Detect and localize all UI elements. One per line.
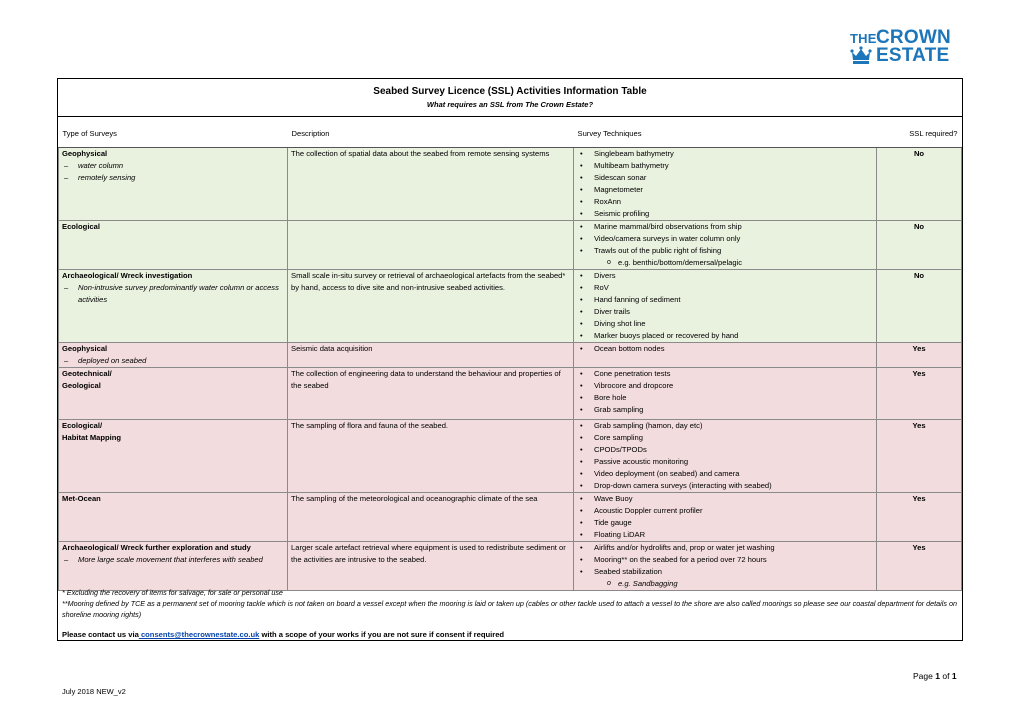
survey-type-title: Ecological/ <box>62 421 103 430</box>
ssl-required-cell: Yes <box>877 343 962 368</box>
technique-item: • Sidescan sonar <box>577 172 873 184</box>
header-type: Type of Surveys <box>59 121 288 148</box>
techniques-list <box>577 270 873 342</box>
technique-item: • Grab sampling (hamon, day etc) <box>577 420 873 432</box>
techniques-cell <box>574 270 877 343</box>
survey-subtype: – More large scale movement that interferes with seabed <box>62 554 284 566</box>
technique-item: • Bore hole <box>577 392 873 404</box>
survey-type-title: Geophysical <box>62 344 108 353</box>
survey-type-cell <box>59 343 288 368</box>
technique-item: • CPODs/TPODs <box>577 444 873 456</box>
technique-item: • Video/camera surveys in water column only <box>577 233 873 245</box>
techniques-list <box>577 343 873 355</box>
survey-type-cell <box>59 270 288 343</box>
survey-type-cell <box>59 368 288 420</box>
survey-type-cell <box>59 542 288 591</box>
page-total: 1 <box>951 671 957 681</box>
survey-type-cell <box>59 148 288 221</box>
ssl-required-cell: No <box>877 221 962 270</box>
survey-type-title: Archaeological/ Wreck investigation <box>62 271 193 280</box>
ssl-required-cell: No <box>877 148 962 221</box>
contact-suffix: with a scope of your works if you are not sure if consent if required <box>259 630 505 639</box>
survey-type-title: Met-Ocean <box>62 494 101 503</box>
logo-estate-text: ESTATE <box>876 45 950 66</box>
technique-item: • Ocean bottom nodes <box>577 343 873 355</box>
page-of: of <box>942 671 950 681</box>
techniques-cell <box>574 343 877 368</box>
footnotes <box>62 587 957 620</box>
table-row <box>59 343 962 368</box>
technique-item: • Singlebeam bathymetry <box>577 148 873 160</box>
footnote-1: * Excluding the recovery of items for salvage, for sale or personal use <box>62 588 283 597</box>
table-row <box>59 542 962 591</box>
activities-table <box>58 121 962 591</box>
technique-item: • Passive acoustic monitoring <box>577 456 873 468</box>
technique-example: o e.g. Sandbagging <box>577 578 873 590</box>
table-body <box>59 148 962 591</box>
ssl-required-cell: Yes <box>877 542 962 591</box>
table-title: Seabed Survey Licence (SSL) Activities Information Table <box>373 86 647 97</box>
technique-item: • Drop-down camera surveys (interacting with seabed) <box>577 480 873 492</box>
technique-item: • Seabed stabilization <box>577 566 873 578</box>
survey-type-cell <box>59 493 288 542</box>
page-number <box>913 671 957 681</box>
logo-crown-text: CROWN <box>876 27 951 48</box>
title-divider <box>58 116 962 117</box>
contact-line <box>62 630 504 639</box>
table-header-row <box>59 121 962 148</box>
header-ssl-required: SSL required? <box>877 121 962 148</box>
description-cell: Small scale in-situ survey or retrieval of archaeological artefacts from the seabed* by hand, access to dive site and non-intrusive seabed activities. <box>288 270 574 343</box>
description-cell: The collection of spatial data about the seabed from remote sensing systems <box>288 148 574 221</box>
table-row <box>59 493 962 542</box>
survey-subtype: – Non-intrusive survey predominantly water column or access activities <box>62 282 284 306</box>
technique-item: • RoxAnn <box>577 196 873 208</box>
table-row <box>59 148 962 221</box>
techniques-list <box>577 148 873 220</box>
contact-prefix: Please contact us via <box>62 630 139 639</box>
technique-item: • Acoustic Doppler current profiler <box>577 505 873 517</box>
techniques-list <box>577 542 873 590</box>
description-cell: The collection of engineering data to understand the behaviour and properties of the seabed <box>288 368 574 420</box>
techniques-list <box>577 420 873 492</box>
technique-item: • Mooring** on the seabed for a period over 72 hours <box>577 554 873 566</box>
technique-item: • Airlifts and/or hydrolifts and, prop or water jet washing <box>577 542 873 554</box>
header-description: Description <box>288 121 574 148</box>
technique-item: • Seismic profiling <box>577 208 873 220</box>
survey-type-cell <box>59 221 288 270</box>
techniques-cell <box>574 368 877 420</box>
table-row <box>59 368 962 420</box>
technique-example: o e.g. benthic/bottom/demersal/pelagic <box>577 257 873 269</box>
crown-estate-logo <box>850 27 962 66</box>
technique-item: • Cone penetration tests <box>577 368 873 380</box>
survey-type-cell <box>59 420 288 493</box>
survey-type-title: Geotechnical/ <box>62 369 112 378</box>
consents-email-link[interactable]: consents@thecrownestate.co.uk <box>138 630 260 639</box>
technique-item: • Divers <box>577 270 873 282</box>
ssl-required-cell: Yes <box>877 420 962 493</box>
ssl-required-cell: Yes <box>877 368 962 420</box>
description-cell <box>288 221 574 270</box>
survey-subtype: – water column <box>62 160 284 172</box>
technique-item: • Vibrocore and dropcore <box>577 380 873 392</box>
techniques-cell <box>574 542 877 591</box>
table-subtitle: What requires an SSL from The Crown Estate? <box>426 100 594 109</box>
survey-subtype: – deployed on seabed <box>62 355 284 367</box>
techniques-list <box>577 493 873 541</box>
survey-subtype: – remotely sensing <box>62 172 284 184</box>
logo-the: THE <box>850 31 877 46</box>
description-cell: The sampling of the meteorological and oceanographic climate of the sea <box>288 493 574 542</box>
survey-type-title: Archaeological/ Wreck further exploration and study <box>62 543 251 552</box>
techniques-cell <box>574 148 877 221</box>
techniques-cell <box>574 493 877 542</box>
techniques-list <box>577 221 873 269</box>
technique-item: • Trawls out of the public right of fishing <box>577 245 873 257</box>
technique-item: • Multibeam bathymetry <box>577 160 873 172</box>
description-cell: Larger scale artefact retrieval where equipment is used to redistribute sediment or the activities are intrusive to the seabed. <box>288 542 574 591</box>
survey-type-title: Geophysical <box>62 149 108 158</box>
header-techniques: Survey Techniques <box>574 121 877 148</box>
ssl-required-cell: No <box>877 270 962 343</box>
technique-item: • Diver trails <box>577 306 873 318</box>
survey-type-title: Geological <box>62 381 101 390</box>
crown-icon <box>850 46 872 64</box>
technique-item: • Magnetometer <box>577 184 873 196</box>
description-cell: Seismic data acquisition <box>288 343 574 368</box>
techniques-list <box>577 368 873 416</box>
technique-item: • Diving shot line <box>577 318 873 330</box>
table-row <box>59 221 962 270</box>
technique-item: • Hand fanning of sediment <box>577 294 873 306</box>
ssl-required-cell: Yes <box>877 493 962 542</box>
technique-item: • Video deployment (on seabed) and camera <box>577 468 873 480</box>
table-row <box>59 420 962 493</box>
technique-item: • Wave Buoy <box>577 493 873 505</box>
technique-item: • Core sampling <box>577 432 873 444</box>
table-row <box>59 270 962 343</box>
survey-type-title: Ecological <box>62 222 100 231</box>
description-cell: The sampling of flora and fauna of the seabed. <box>288 420 574 493</box>
activities-table-frame <box>57 78 963 641</box>
technique-item: • RoV <box>577 282 873 294</box>
technique-item: • Floating LiDAR <box>577 529 873 541</box>
technique-item: • Tide gauge <box>577 517 873 529</box>
document-version: July 2018 NEW_v2 <box>62 687 126 696</box>
survey-type-title: Habitat Mapping <box>62 433 122 442</box>
footnote-2: **Mooring defined by TCE as a permanent set of mooring tackle which is not taken on board a vessel except when the mooring is laid or taken up (cables or other tackle used to attach a vessel to the shore are also called moorings so please see our coastal department for details on shoreline mooring rights) <box>62 599 957 619</box>
technique-item: • Grab sampling <box>577 404 873 416</box>
technique-item: • Marine mammal/bird observations from ship <box>577 221 873 233</box>
techniques-cell <box>574 420 877 493</box>
techniques-cell <box>574 221 877 270</box>
technique-item: • Marker buoys placed or recovered by hand <box>577 330 873 342</box>
page-label: Page <box>913 671 933 681</box>
page-current: 1 <box>935 671 940 681</box>
